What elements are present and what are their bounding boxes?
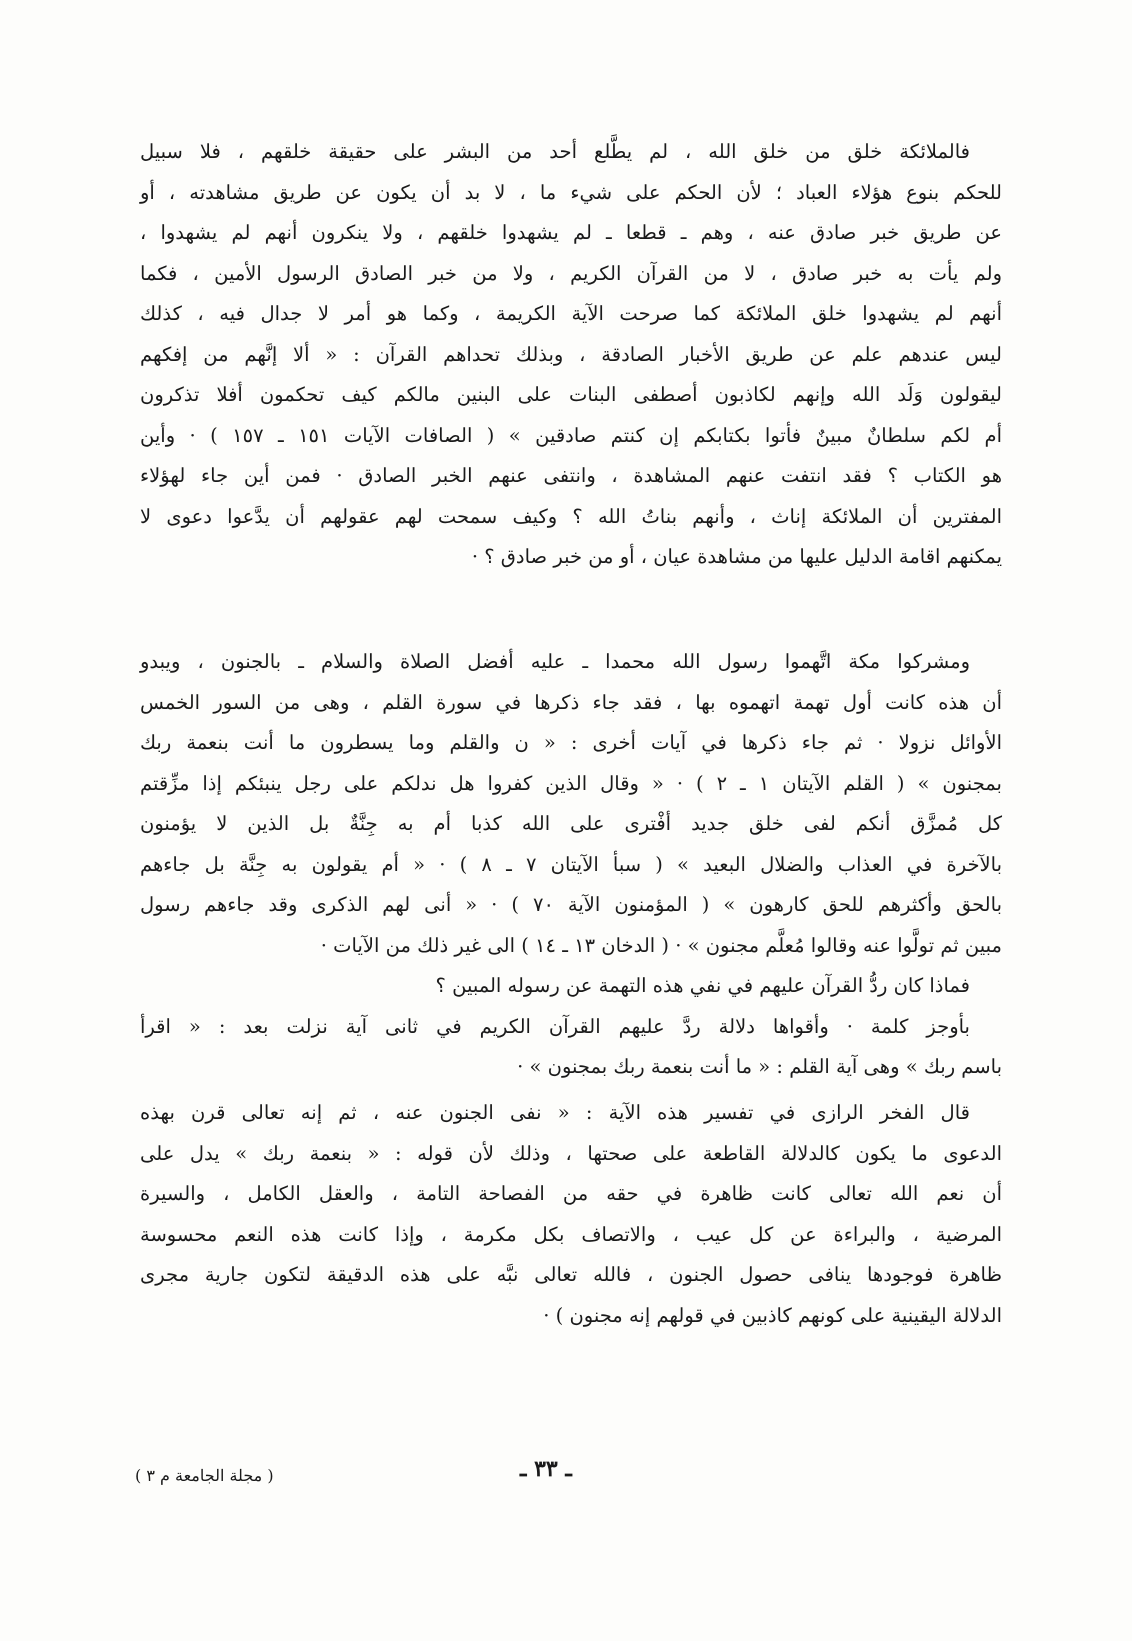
- text-line: أن نعم الله تعالى كانت ظاهرة في حقه من الفصاحة التامة ، والعقل الكامل ، والسيرة: [140, 1182, 1002, 1205]
- text-line: هو الكتاب ؟ فقد انتفت عنهم المشاهدة ، وانتفى عنهم الخبر الصادق · فمن أين جاء لهؤلاء: [140, 464, 1002, 487]
- text-line: بمجنون » ( القلم الآيتان ١ ـ ٢ ) · « وقال الذين كفروا هل ندلكم على رجل ينبئكم إذا مزِّقتم: [140, 771, 1002, 795]
- text-line: باسم ربك » وهى آية القلم : « ما أنت بنعمة ربك بمجنون » ·: [517, 1055, 1002, 1078]
- text-line: مبين ثم تولَّوا عنه وقالوا مُعلَّم مجنون » · ( الدخان ١٣ ـ ١٤ ) الى غير ذلك من الآيات ·: [320, 933, 1002, 957]
- text-line: فماذا كان ردُّ القرآن عليهم في نفي هذه التهمة عن رسوله المبين ؟: [435, 974, 970, 997]
- text-line: ومشركوا مكة اتَّهموا رسول الله محمدا ـ عليه أفضل الصلاة والسلام ـ بالجنون ، ويبدو: [140, 650, 970, 673]
- text-line: الدلالة اليقينية على كونهم كاذبين في قولهم إنه مجنون ) ·: [543, 1303, 1002, 1327]
- paragraph-angels: [140, 132, 1002, 578]
- text-line: للحكم بنوع هؤلاء العباد ؛ لأن الحكم على شيء ما ، لا بد أن يكون عن طريق مشاهدته ، أو: [140, 180, 1002, 204]
- text-line: المفترين أن الملائكة إناث ، وأنهم بناتُ الله ؟ وكيف سمحت لهم عقولهم أن يدَّعوا دعوى لا: [140, 504, 1002, 528]
- text-line: ليس عندهم علم عن طريق الأخبار الصادقة ، وبذلك تحداهم القرآن : « ألا إنَّهم من إفكهم: [140, 342, 1002, 366]
- text-line: كل مُمزَّق أنكم لفى خلق جديد أفْترى على الله كذبا أم به جِنَّةٌ بل الذين لا يؤمنون: [140, 812, 1002, 835]
- text-line: الأوائل نزولا · ثم جاء ذكرها في آيات أخرى : « ن والقلم وما يسطرون ما أنت بنعمة ربك: [140, 731, 1002, 754]
- text-line: بأوجز كلمة · وأقواها دلالة ردَّ عليهم القرآن الكريم في ثانى آية نزلت بعد : « اقرأ: [140, 1014, 970, 1038]
- text-line: ظاهرة فوجودها ينافى حصول الجنون ، فالله تعالى نبَّه على هذه الدقيقة لتكون جارية مجرى: [140, 1263, 1002, 1286]
- text-line: يمكنهم اقامة الدليل عليها من مشاهدة عيان ، أو من خبر صادق ؟ ·: [471, 545, 1002, 568]
- text-line: أم لكم سلطانٌ مبينٌ فأتوا بكتابكم إن كنتم صادقين » ( الصافات الآيات ١٥١ ـ ١٥٧ ) · وأين: [140, 423, 1002, 447]
- page-number: ـ ٣٣ ـ: [520, 1456, 572, 1482]
- text-line: بالآخرة في العذاب والضلال البعيد » ( سبأ الآيتان ٧ ـ ٨ ) · « أم يقولون به جِنَّة بل جاءهم: [140, 852, 1002, 876]
- text-line: فالملائكة خلق من خلق الله ، لم يطَّلع أحد من البشر على حقيقة خلقهم ، فلا سبيل: [140, 140, 970, 163]
- text-line: أن هذه كانت أول تهمة اتهموه بها ، فقد جاء ذكرها في سورة القلم ، وهى من السور الخمس: [140, 690, 1002, 714]
- text-line: أنهم لم يشهدوا خلق الملائكة كما صرحت الآية الكريمة ، وكما هو أمر لا جدال فيه ، كذلك: [140, 302, 1002, 325]
- text-line: قال الفخر الرازى في تفسير هذه الآية : « نفى الجنون عنه ، ثم إنه تعالى قرن بهذه: [140, 1101, 970, 1124]
- text-line: ليقولون وَلَد الله وإنهم لكاذبون أصطفى البنات على البنين مالكم كيف تحكمون أفلا تذكرون: [140, 383, 1002, 406]
- text-line: المرضية ، والبراءة عن كل عيب ، والاتصاف بكل مكرمة ، وإذا كانت هذه النعم محسوسة: [140, 1222, 1002, 1246]
- text-line: عن طريق خبر صادق عنه ، وهم ـ قطعا ـ لم يشهدوا خلقهم ، ولا ينكرون أنهم لم يشهدوا ،: [140, 221, 1002, 244]
- journal-footnote: ( مجلة الجامعة م ٣ ): [135, 1466, 274, 1485]
- text-line: الدعوى ما يكون كالدلالة القاطعة على صحتها ، وذلك لأن قوله : « بنعمة ربك » يدل على: [140, 1141, 1002, 1165]
- text-line: ولم يأت به خبر صادق ، لا من القرآن الكريم ، ولا من خبر الصادق الرسول الأمين ، فكما: [140, 261, 1002, 285]
- paragraph-razi-commentary: [140, 1093, 1002, 1336]
- text-line: بالحق وأكثرهم للحق كارهون » ( المؤمنون الآية ٧٠ ) · « أنى لهم الذكرى وقد جاءهم رسول: [140, 893, 1002, 916]
- paragraph-madness-accusation: [140, 642, 1002, 1088]
